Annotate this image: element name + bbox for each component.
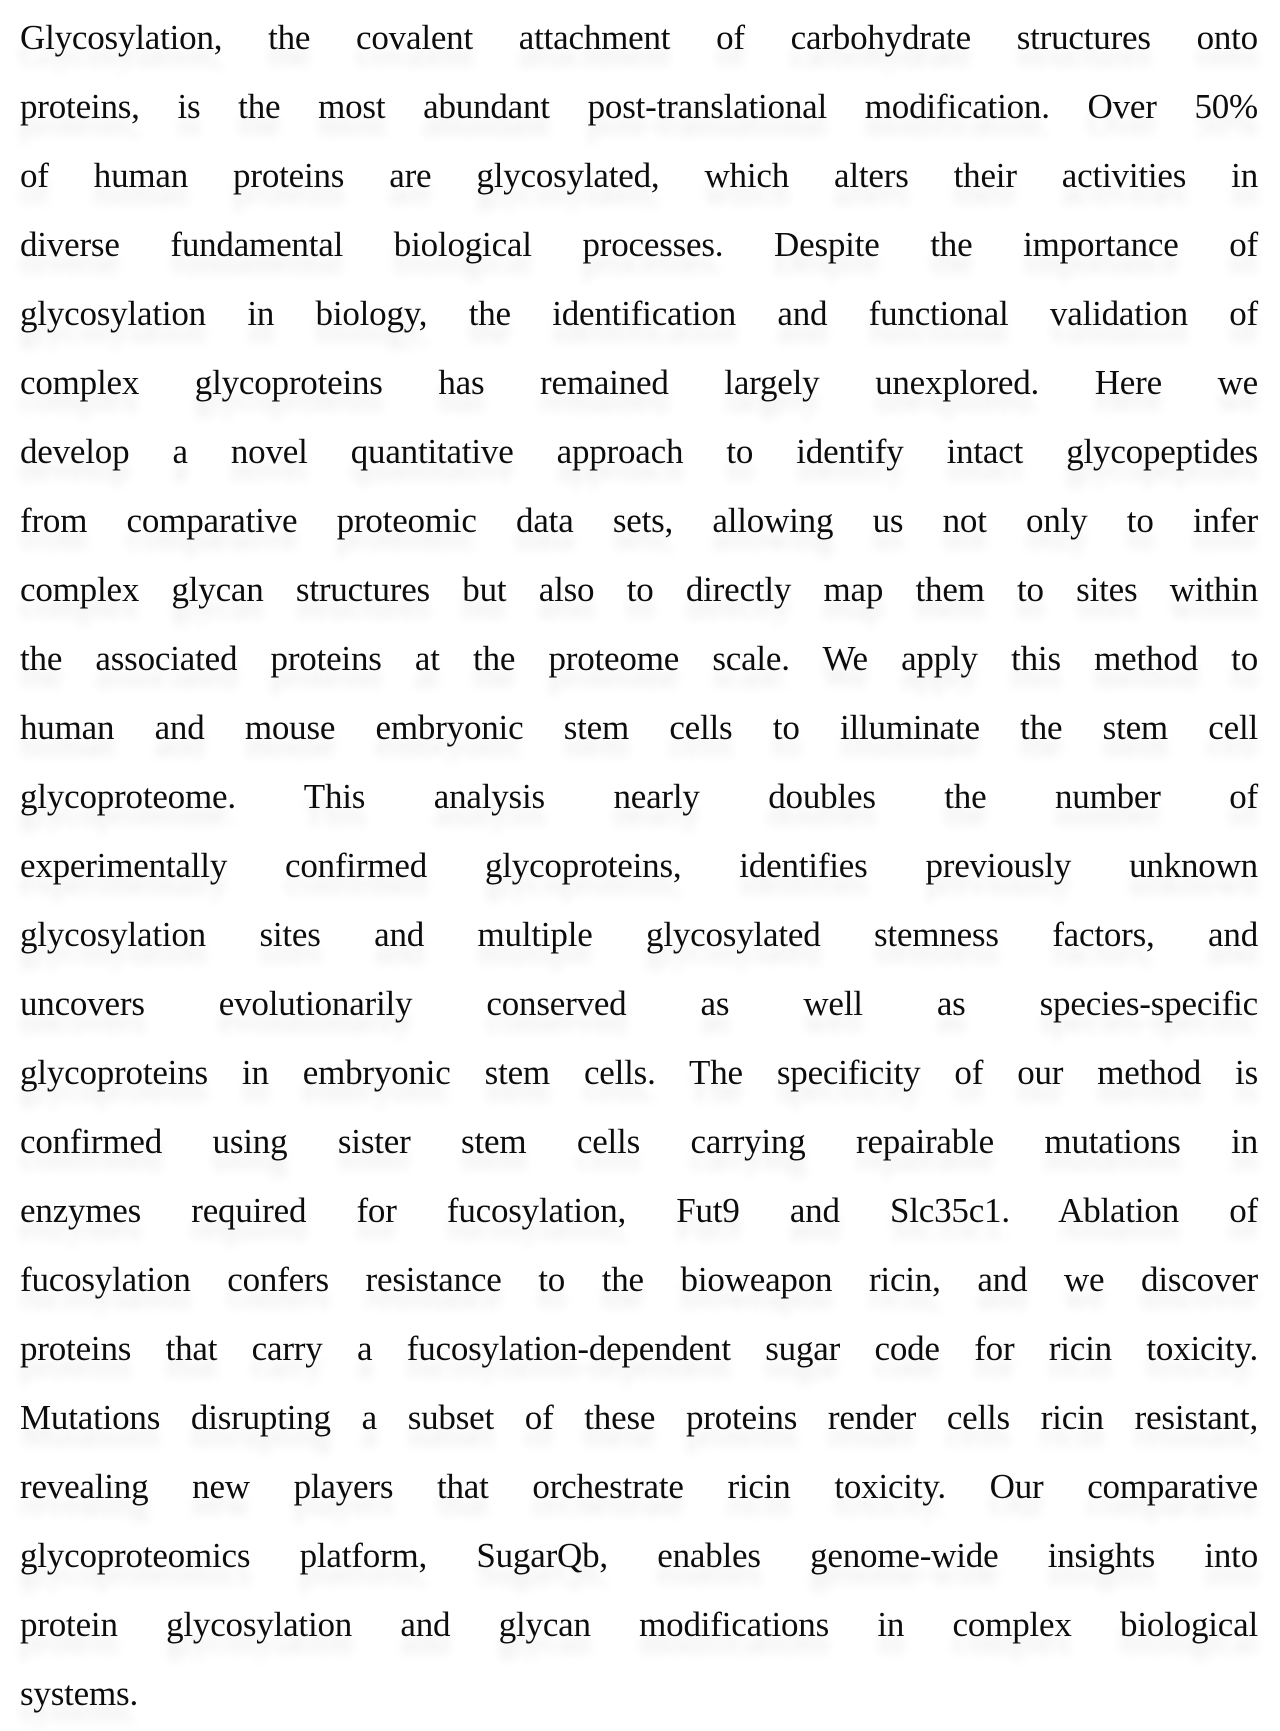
text-line: glycosylation in biology, the identification and functional validation of xyxy=(20,294,1258,333)
text-line: from comparative proteomic data sets, allowing us not only to infer xyxy=(20,501,1258,540)
text-line: Glycosylation, the covalent attachment of carbohydrate structures onto xyxy=(20,18,1258,57)
text-line: experimentally confirmed glycoproteins, identifies previously unknown xyxy=(20,846,1258,885)
text-line: glycosylation sites and multiple glycosylated stemness factors, and xyxy=(20,915,1258,954)
text-line: enzymes required for fucosylation, Fut9 and Slc35c1. Ablation of xyxy=(20,1191,1258,1230)
text-line: diverse fundamental biological processes. Despite the importance of xyxy=(20,225,1258,264)
text-line: protein glycosylation and glycan modifications in complex biological xyxy=(20,1605,1258,1644)
text-line: Mutations disrupting a subset of these proteins render cells ricin resistant, xyxy=(20,1398,1258,1437)
text-line: glycoproteomics platform, SugarQb, enables genome-wide insights into xyxy=(20,1536,1258,1575)
text-line: proteins, is the most abundant post-translational modification. Over 50% xyxy=(20,87,1258,126)
text-line: glycoproteome. This analysis nearly doubles the number of xyxy=(20,777,1258,816)
abstract-text-block xyxy=(20,3,1258,1728)
text-line: systems. xyxy=(20,1674,138,1713)
text-line: complex glycoproteins has remained largely unexplored. Here we xyxy=(20,363,1258,402)
text-line: confirmed using sister stem cells carrying repairable mutations in xyxy=(20,1122,1258,1161)
text-line: uncovers evolutionarily conserved as well as species-specific xyxy=(20,984,1258,1023)
text-line: human and mouse embryonic stem cells to illuminate the stem cell xyxy=(20,708,1258,747)
text-line: the associated proteins at the proteome scale. We apply this method to xyxy=(20,639,1258,678)
text-line: proteins that carry a fucosylation-dependent sugar code for ricin toxicity. xyxy=(20,1329,1258,1368)
text-line: revealing new players that orchestrate ricin toxicity. Our comparative xyxy=(20,1467,1258,1506)
text-line: of human proteins are glycosylated, which alters their activities in xyxy=(20,156,1258,195)
text-line: complex glycan structures but also to directly map them to sites within xyxy=(20,570,1258,609)
text-line: fucosylation confers resistance to the bioweapon ricin, and we discover xyxy=(20,1260,1258,1299)
text-line: glycoproteins in embryonic stem cells. The specificity of our method is xyxy=(20,1053,1258,1092)
text-line: develop a novel quantitative approach to identify intact glycopeptides xyxy=(20,432,1258,471)
